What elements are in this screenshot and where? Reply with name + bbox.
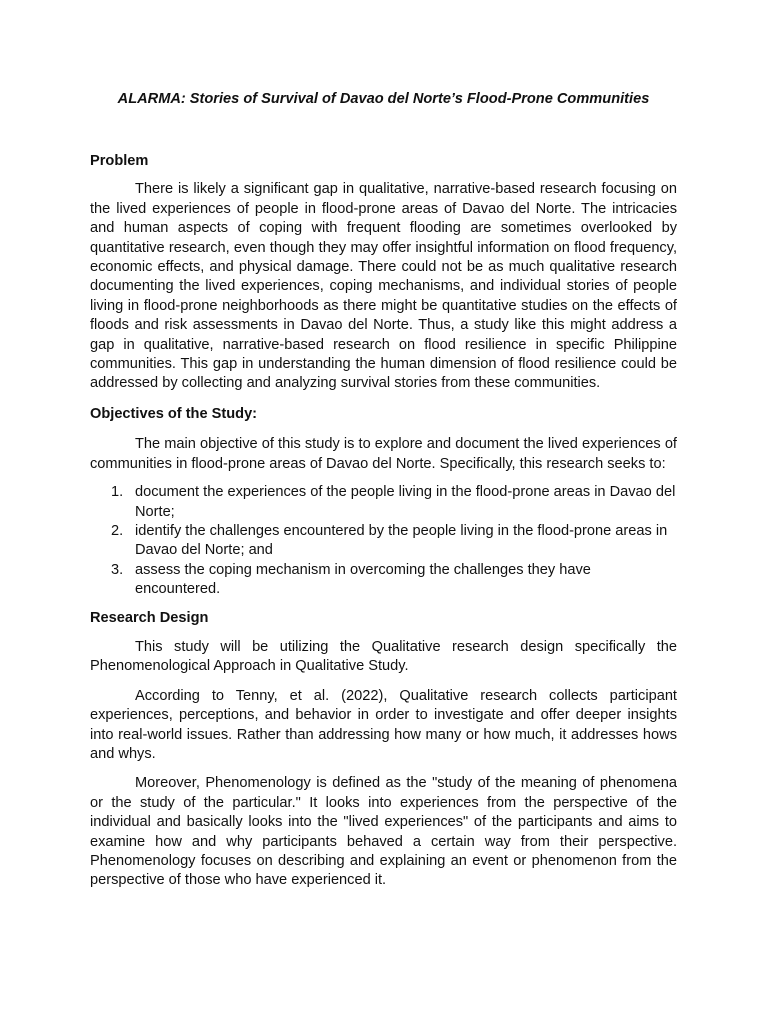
list-item [90, 483, 677, 522]
problem-section [90, 152, 677, 394]
list-item-number: 3. [111, 561, 124, 578]
list-item-text: identify the challenges encountered by the people living in the flood-prone areas in Davao del Norte; and [135, 522, 668, 559]
research-design-paragraph: According to Tenny, et al. (2022), Qualitative research collects participant experiences, perceptions, and behavior in order to investigate and offer deeper insights into real-world issues. Rather than addressing how many or how much, it addresses hows and whys. [90, 687, 677, 762]
objectives-heading: Objectives of the Study: [90, 405, 258, 422]
list-item-text: document the experiences of the people living in the flood-prone areas in Davao del Norte; [135, 484, 676, 520]
objectives-list [90, 483, 677, 599]
objectives-section [90, 405, 677, 600]
list-item [90, 522, 677, 561]
document-page [90, 90, 677, 891]
objectives-intro: The main objective of this study is to explore and document the lived experiences of communities in flood-prone areas of Davao del Norte. Specifically, this research seeks to: [90, 436, 677, 472]
problem-paragraph: There is likely a significant gap in qualitative, narrative-based research focusing on the lived experiences of people in flood-prone areas of Davao del Norte. The intricacies and human aspects of coping with frequent flooding are sometimes overlooked by quantitative research, even though they may offer insightful information on flood frequency, economic effects, and physical damage. There could not be as much qualitative research documenting the lived experiences, coping mechanisms, and individual stories of people living in flood-prone neighborhoods as there might be quantitative studies on the effects of floods and risk assessments in Davao del Norte. Thus, a study like this might address a gap in qualitative, narrative-based research on flood resilience in specific Philippine communities. This gap in understanding the human dimension of flood resilience could be addressed by collecting and analyzing survival stories from these communities. [90, 181, 677, 392]
list-item-number: 2. [111, 522, 124, 539]
research-design-paragraph: This study will be utilizing the Qualitative research design specifically the Phenomenological Approach in Qualitative Study. [90, 638, 677, 675]
list-item-number: 1. [111, 484, 124, 501]
document-title: ALARMA: Stories of Survival of Davao del Norte’s Flood-Prone Communities [117, 91, 650, 107]
research-design-section [90, 609, 677, 891]
list-item [90, 561, 677, 600]
research-design-heading: Research Design [90, 609, 209, 626]
problem-heading: Problem [90, 153, 149, 169]
list-item-text: assess the coping mechanism in overcoming the challenges they have encountered. [135, 561, 591, 598]
research-design-paragraph: Moreover, Phenomenology is defined as the "study of the meaning of phenomena or the study of the particular." It looks into experiences from the perspective of the individual and basically looks into the "lived experiences" of the participants and aims to examine how and why participants behaved a certain way from their perspective. Phenomenology focuses on describing and explaining an event or phenomenon from the perspective of those who have experienced it. [90, 775, 677, 889]
